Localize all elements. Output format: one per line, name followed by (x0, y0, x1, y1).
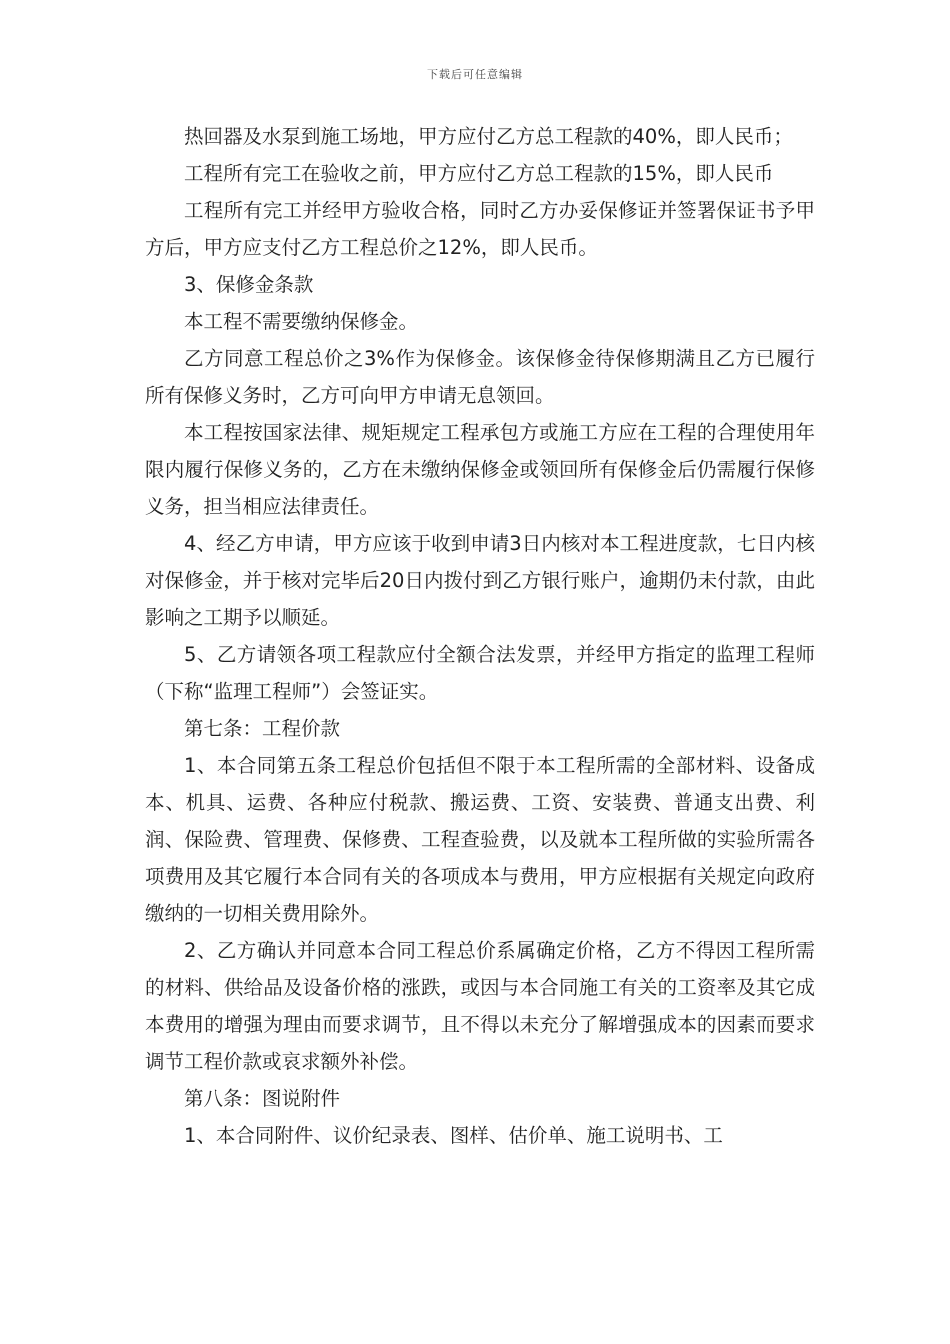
paragraph-article-7-clause-1: 1、本合同第五条工程总价包括但不限于本工程所需的全部材料、设备成本、机具、运费、各种应付税款、搬运费、工资、安装费、普通支出费、利润、保险费、管理费、保修费、工程查验费，以及就本工程所做的实验所需各项费用及其它履行本合同有关的各项成本与费用，甲方应根据有关规定向政府缴纳的一切相关费用除外。 (145, 754, 815, 925)
paragraph-no-warranty-deposit: 本工程不需要缴纳保修金。 (184, 310, 419, 333)
paragraph-article-8-clause-1: 1、本合同附件、议价纪录表、图样、估价单、施工说明书、工 (184, 1124, 723, 1147)
paragraph-warranty-3-percent: 乙方同意工程总价之3%作为保修金。该保修金待保修期满且乙方已履行所有保修义务时，乙方可向甲方申请无息领回。 (145, 347, 815, 407)
paragraph-payment-15: 工程所有完工在验收之前，甲方应付乙方总工程款的15%，即人民币 (184, 162, 774, 185)
paragraph-article-7-clause-2: 2、乙方确认并同意本合同工程总价系属确定价格，乙方不得因工程所需的材料、供给品及设备价格的涨跌，或因与本合同施工有关的工资率及其它成本费用的增强为理由而要求调节，且不得以未充分了解增强成本的因素而要求调节工程价款或哀求额外补偿。 (145, 939, 815, 1073)
article-heading-7: 第七条：工程价款 (184, 717, 341, 740)
paragraph-payment-40: 热回器及水泵到施工场地，甲方应付乙方总工程款的40%，即人民币； (184, 125, 793, 148)
section-heading-warranty: 3、保修金条款 (184, 273, 314, 296)
paragraph-payment-12: 工程所有完工并经甲方验收合格，同时乙方办妥保修证并签署保证书予甲方后，甲方应支付乙方工程总价之12%，即人民币。 (145, 199, 815, 259)
article-heading-8: 第八条：图说附件 (184, 1087, 341, 1110)
paragraph-clause-4: 4、经乙方申请，甲方应该于收到申请3日内核对本工程进度款，七日内核对保修金，并于核对完毕后20日内拨付到乙方银行账户，逾期仍未付款，由此影响之工期予以顺延。 (145, 532, 815, 629)
paragraph-legal-warranty: 本工程按国家法律、规矩规定工程承包方或施工方应在工程的合理使用年限内履行保修义务的，乙方在未缴纳保修金或领回所有保修金后仍需履行保修义务，担当相应法律责任。 (145, 421, 815, 518)
document-body (145, 118, 815, 1154)
paragraph-clause-5: 5、乙方请领各项工程款应付全额合法发票，并经甲方指定的监理工程师（下称“监理工程师”）会签证实。 (145, 643, 815, 703)
page-header-note: 下载后可任意编辑 (427, 68, 523, 81)
